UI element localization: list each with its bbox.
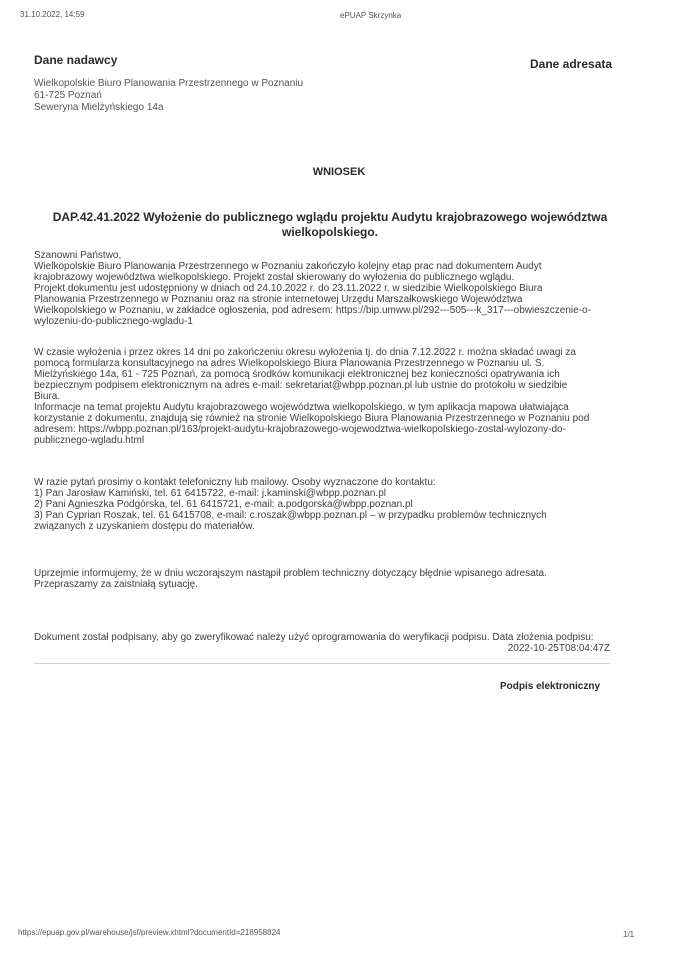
signature-divider bbox=[34, 663, 610, 664]
sender-postal-city: 61-725 Poznań bbox=[34, 90, 102, 101]
print-page-number: 1/1 bbox=[623, 930, 635, 939]
document-type: WNIOSEK bbox=[312, 166, 366, 178]
subject-line: DAP.42.41.2022 Wyłożenie do publicznego wglądu projektu Audytu krajobrazowego województwa bbox=[52, 210, 608, 224]
signature-timestamp: 2022-10-25T08:04:47Z bbox=[507, 643, 610, 654]
signature-note-text: Dokument został podpisany, aby go zweryfikować należy użyć oprogramowania do weryfikacji podpisu. Data złożenia podpisu: bbox=[34, 632, 594, 643]
print-datetime: 31.10.2022, 14:59 bbox=[20, 10, 85, 19]
contact-item: 2) Pani Agnieszka Podgórska, tel. 61 6415721, e-mail: a.podgorska@wbpp.poznan.pl bbox=[34, 499, 413, 510]
text-line: Wielkopolskie Biuro Planowania Przestrzennego w Poznaniu zakończyło kolejny etap prac nad dokumentem Audyt bbox=[34, 261, 542, 272]
sender-street: Seweryna Mielżyńskiego 14a bbox=[34, 102, 164, 113]
text-line: publicznego-wgladu.html bbox=[34, 435, 145, 446]
paragraph-apology bbox=[34, 568, 634, 590]
sender-address bbox=[34, 78, 303, 114]
signature-note bbox=[34, 632, 610, 654]
sender-heading: Dane nadawcy bbox=[34, 53, 118, 67]
text-line: Projekt dokumentu jest udostępniony w dniach od 24.10.2022 r. do 23.11.2022 r. w siedzibie Wielkopolskiego Biura bbox=[34, 283, 543, 294]
text-line: krajobrazowy województwa wielkopolskiego. Projekt został skierowany do wyłożenia do publicznego wglądu. bbox=[34, 272, 515, 283]
paragraph-comments bbox=[34, 347, 634, 446]
text-line: Szanowni Państwo, bbox=[34, 250, 122, 261]
sender-name: Wielkopolskie Biuro Planowania Przestrzennego w Poznaniu bbox=[34, 78, 304, 89]
text-line: bezpiecznym podpisem elektronicznym na adres e-mail: sekretariat@wbpp.poznan.pl lub ustnie do protokołu w siedzibie bbox=[34, 380, 568, 391]
signature-label: Podpis elektroniczny bbox=[500, 681, 601, 692]
document-subject bbox=[30, 210, 630, 240]
recipient-heading: Dane adresata bbox=[530, 57, 613, 71]
text-line: Wielkopolskiego w Poznaniu, w zakładce ogłoszenia, pod adresem: https://bip.umww.pl/292---505---k_317---obwieszczenie-o- bbox=[34, 305, 591, 316]
print-page-title: ePUAP Skrzynka bbox=[340, 11, 402, 20]
text-line: Biura. bbox=[34, 391, 61, 402]
text-line: związanych z uzyskaniem dostępu do materiałów. bbox=[34, 521, 255, 532]
text-line: Informacje na temat projektu Audytu krajobrazowego województwa wielkopolskiego, w tym aplikacja mapowa ułatwiająca bbox=[34, 402, 569, 413]
paragraph-contacts bbox=[34, 477, 634, 532]
text-line: W czasie wyłożenia i przez okres 14 dni po zakończeniu okresu wyłożenia tj. do dnia 7.12.2022 r. można składać uwagi za bbox=[34, 347, 576, 358]
contact-item: 1) Pan Jarosław Kamiński, tel. 61 6415722, e-mail: j.kaminski@wbpp.poznan.pl bbox=[34, 488, 386, 499]
contact-item: 3) Pan Cyprian Roszak, tel. 61 6415708, e-mail: c.roszak@wbpp.poznan.pl – w przypadku problemów technicznych bbox=[34, 510, 547, 521]
text-line: Mielżyńskiego 14a, 61 - 725 Poznań, za pomocą środków komunikacji elektronicznej bez konieczności opatrywania ich bbox=[34, 369, 560, 380]
text-line: Uprzejmie informujemy, że w dniu wczorajszym nastąpił problem techniczny dotyczący błędnie wpisanego adresata. bbox=[34, 568, 547, 579]
text-line: pomocą formularza konsultacyjnego na adres Wielkopolskiego Biura Planowania Przestrzennego w Poznaniu ul. S. bbox=[34, 358, 545, 369]
subject-line: wielkopolskiego. bbox=[281, 225, 379, 239]
text-line: Przepraszamy za zaistniałą sytuację. bbox=[34, 579, 198, 590]
paragraph-intro bbox=[34, 250, 634, 327]
text-line: korzystanie z dokumentu, znajdują się również na stronie Wielkopolskiego Biura Planowania Przestrzennego w Poznaniu pod bbox=[34, 413, 590, 424]
print-footer-url: https://epuap.gov.pl/warehouse/jsf/preview.xhtml?documentId=218958824 bbox=[18, 928, 281, 937]
text-line: Planowania Przestrzennego w Poznaniu oraz na stronie internetowej Urzędu Marszałkowskiego Województwa bbox=[34, 294, 523, 305]
text-line: W razie pytań prosimy o kontakt telefoniczny lub mailowy. Osoby wyznaczone do kontaktu: bbox=[34, 477, 436, 488]
text-line: adresem: https://wbpp.poznan.pl/163/projekt-audytu-krajobrazowego-wojewodztwa-wielkopolskiego-zostal-wylozony-do- bbox=[34, 424, 566, 435]
text-line: wylozeniu-do-publicznego-wgladu-1 bbox=[34, 316, 193, 327]
